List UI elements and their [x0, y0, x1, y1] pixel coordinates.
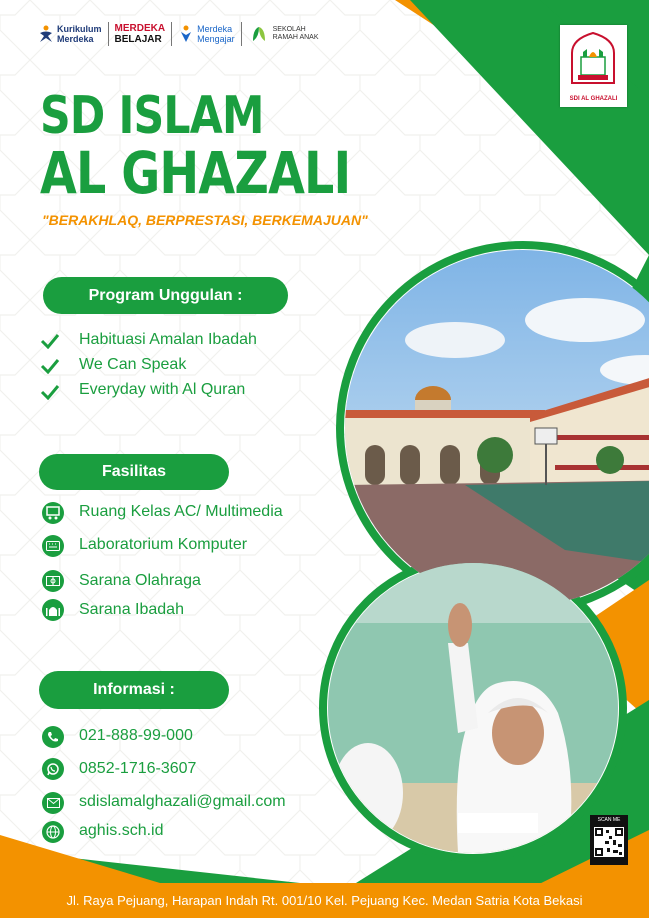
mengajar-line1: Merdeka — [197, 24, 233, 34]
divider — [171, 22, 172, 46]
qr-label: SCAN ME — [597, 817, 621, 823]
sekolah-line2: RAMAH ANAK — [272, 34, 319, 41]
mosque-icon — [42, 599, 64, 621]
informasi-heading: Informasi : — [39, 671, 229, 709]
kurikulum-text: Kurikulum — [57, 24, 102, 34]
divider — [241, 22, 242, 46]
check-icon — [40, 333, 60, 349]
info-item: aghis.sch.id — [79, 822, 164, 839]
field-icon — [42, 570, 64, 592]
mengajar-icon — [178, 25, 194, 43]
fasilitas-item: Sarana Ibadah — [79, 601, 184, 618]
phone-icon — [42, 726, 64, 748]
divider — [108, 22, 109, 46]
globe-icon — [42, 821, 64, 843]
school-badge — [560, 25, 627, 107]
info-item: sdislamalghazali@gmail.com — [79, 793, 286, 810]
fasilitas-item: Sarana Olahraga — [79, 572, 201, 589]
qr-code-icon — [594, 827, 624, 857]
email-icon — [42, 792, 64, 814]
kurikulum-merdeka-logo — [38, 24, 102, 44]
program-item: Habituasi Amalan Ibadah — [79, 331, 257, 348]
kurikulum-icon — [38, 25, 54, 43]
qr-code[interactable] — [590, 815, 628, 865]
merdeka-text: Merdeka — [57, 34, 94, 44]
title-line2: AL GHAZALI — [40, 139, 351, 207]
fasilitas-heading: Fasilitas — [39, 454, 229, 490]
leaf-icon — [248, 25, 270, 43]
sekolah-ramah-anak-logo — [248, 25, 319, 43]
school-emblem-icon — [560, 25, 627, 95]
classroom-icon — [42, 502, 64, 524]
mengajar-line2: Mengajar — [197, 34, 235, 44]
merdeka-belajar-line2: BELAJAR — [114, 34, 162, 45]
whatsapp-icon — [42, 758, 64, 780]
program-item: Everyday with Al Quran — [79, 381, 246, 398]
merdeka-belajar-logo — [115, 23, 166, 45]
tagline: "BERAKHLAQ, BERPRESTASI, BERKEMAJUAN" — [42, 212, 368, 228]
info-item: 0852-1716-3607 — [79, 760, 197, 777]
sekolah-line1: SEKOLAH — [272, 26, 306, 33]
title-line1: SD ISLAM — [40, 86, 264, 146]
keyboard-icon — [42, 535, 64, 557]
student-photo — [328, 563, 618, 853]
partner-logos — [38, 20, 319, 48]
info-item: 021-888-99-000 — [79, 727, 193, 744]
program-item: We Can Speak — [79, 356, 187, 373]
address-footer: Jl. Raya Pejuang, Harapan Indah Rt. 001/10 Kel. Pejuang Kec. Medan Satria Kota Bekasi — [0, 883, 649, 918]
check-icon — [40, 384, 60, 400]
fasilitas-item: Ruang Kelas AC/ Multimedia — [79, 503, 283, 520]
merdeka-mengajar-logo — [178, 24, 235, 44]
badge-name: SDI AL GHAZALI — [569, 96, 618, 102]
merdeka-belajar-line1: MERDEKA — [114, 23, 166, 34]
check-icon — [40, 358, 60, 374]
fasilitas-item: Laboratorium Komputer — [79, 536, 248, 553]
program-heading: Program Unggulan : — [43, 277, 288, 314]
